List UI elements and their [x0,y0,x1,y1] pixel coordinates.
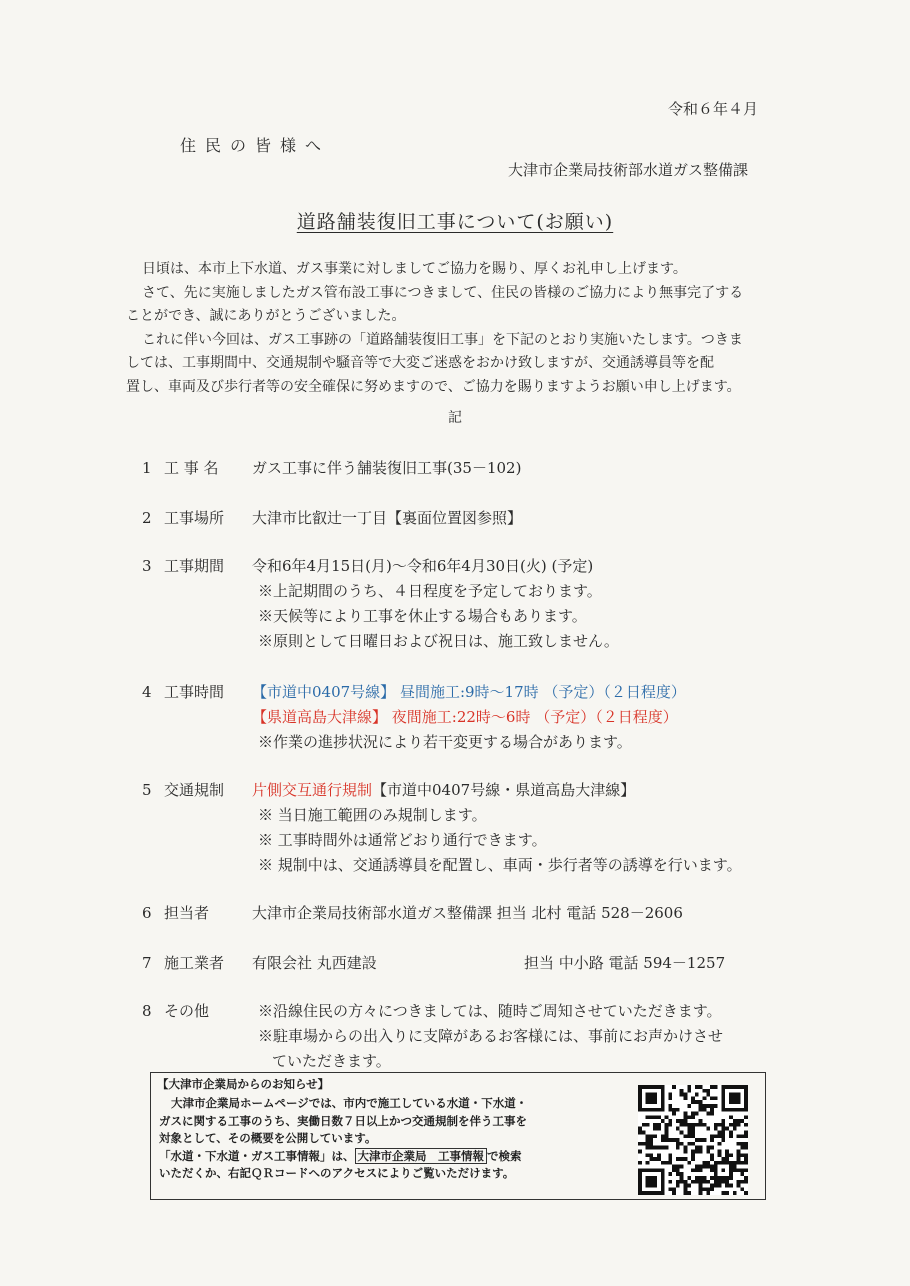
document-date: 令和６年４月 [668,100,759,118]
search-term: 大津市企業局 工事情報 [355,1148,488,1164]
item-number: 3 [142,557,152,575]
notice-line: いただくか、右記ＱＲコードへのアクセスによりご覧いただけます。 [159,1166,515,1180]
notice-line: で検索 [487,1148,522,1163]
sender-department: 大津市企業局技術部水道ガス整備課 [508,161,749,179]
item-label: 担当者 [164,904,210,922]
item-note: ※上記期間のうち、４日程度を予定しております。 [258,582,602,600]
traffic-control-roads: 【市道中0407号線・県道高島大津線】 [372,781,636,799]
item-note: ※沿線住民の方々につきましては、随時ご周知させていただきます。 [258,1002,722,1020]
notice-heading: 【大津市企業局からのお知らせ】 [157,1077,330,1091]
item-note: ※ 工事時間外は通常どおり通行できます。 [258,831,547,849]
item-number: 6 [142,904,152,922]
contractor-contact: 担当 中小路 電話 594－1257 [524,954,726,972]
intro-paragraph-3-line-1: これに伴い今回は、ガス工事跡の「道路舗装復旧工事」を下記のとおり実施いたします。つきま [142,331,743,348]
item-label: 工事場所 [164,509,225,527]
notice-line: ガスに関する工事のうち、実働日数７日以上かつ交通規制を伴う工事を [159,1113,527,1128]
item-value: 大津市比叡辻一丁目【裏面位置図参照】 [252,509,523,527]
item-note: ※天候等により工事を休止する場合もあります。 [258,607,587,625]
notice-text [159,1095,619,1183]
page-title: 道路舗装復旧工事について(お願い) [296,211,614,233]
ki-heading: 記 [448,410,462,426]
item-note: ※作業の進捗状況により若干変更する場合があります。 [258,733,632,751]
item-note: ていただきます。 [272,1052,391,1070]
daytime-schedule: 【市道中0407号線】 昼間施工:9時～17時 （予定）（２日程度） [252,683,686,701]
item-label: 工 事 名 [164,459,219,477]
notice-line: 大津市企業局ホームページでは、市内で施工している水道・下水道・ [171,1096,528,1110]
item-label: 工事期間 [164,557,225,575]
item-value: 令和6年4月15日(月)～令和6年4月30日(火) (予定) [252,557,594,575]
item-label: 工事時間 [164,683,225,701]
item-value: ガス工事に伴う舗装復旧工事(35－102) [252,459,522,477]
item-note: ※ 規制中は、交通誘導員を配置し、車両・歩行者等の誘導を行います。 [258,856,742,874]
nighttime-schedule: 【県道高島大津線】 夜間施工:22時～6時 （予定）（２日程度） [252,708,678,726]
item-note: ※ 当日施工範囲のみ規制します。 [258,806,487,824]
intro-paragraph-2-line-2: ことができ、誠にありがとうございました。 [126,308,406,325]
contractor-company: 有限会社 丸西建設 [252,954,377,972]
traffic-control-type: 片側交互通行規制 [252,781,373,799]
item-number: 7 [142,954,152,972]
item-number: 4 [142,683,152,701]
intro-paragraph-3-line-2: しては、工事期間中、交通規制や騒音等で大変ご迷惑をおかけ致しますが、交通誘導員等を配 [126,355,714,372]
qr-code[interactable] [638,1085,748,1195]
item-note: ※駐車場からの出入りに支障があるお客様には、事前にお声かけさせ [258,1027,724,1045]
addressee: 住民の皆様へ [180,136,331,155]
item-label: 施工業者 [164,954,225,972]
item-label: 交通規制 [164,781,225,799]
intro-paragraph-3-line-3: 置し、車両及び歩行者等の安全確保に努めますので、ご協力を賜りますようお願い申し上げます。 [126,378,741,395]
notice-line: 「水道・下水道・ガス工事情報」は、 [159,1148,355,1163]
notice-line: 対象として、その概要を公開しています。 [159,1131,377,1145]
item-value: 大津市企業局技術部水道ガス整備課 担当 北村 電話 528－2606 [252,904,683,922]
notice-box [150,1072,766,1200]
item-number: 2 [142,509,152,527]
intro-paragraph-2-line-1: さて、先に実施しましたガス管布設工事につきまして、住民の皆様のご協力により無事完了する [142,284,744,301]
intro-paragraph-1: 日頃は、本市上下水道、ガス事業に対しましてご協力を賜り、厚くお礼申し上げます。 [142,261,687,277]
item-number: 1 [142,459,152,477]
item-number: 8 [142,1002,152,1020]
item-note: ※原則として日曜日および祝日は、施工致しません。 [258,632,619,650]
item-number: 5 [142,781,152,799]
item-label: その他 [164,1002,210,1020]
intro-text [126,258,786,400]
